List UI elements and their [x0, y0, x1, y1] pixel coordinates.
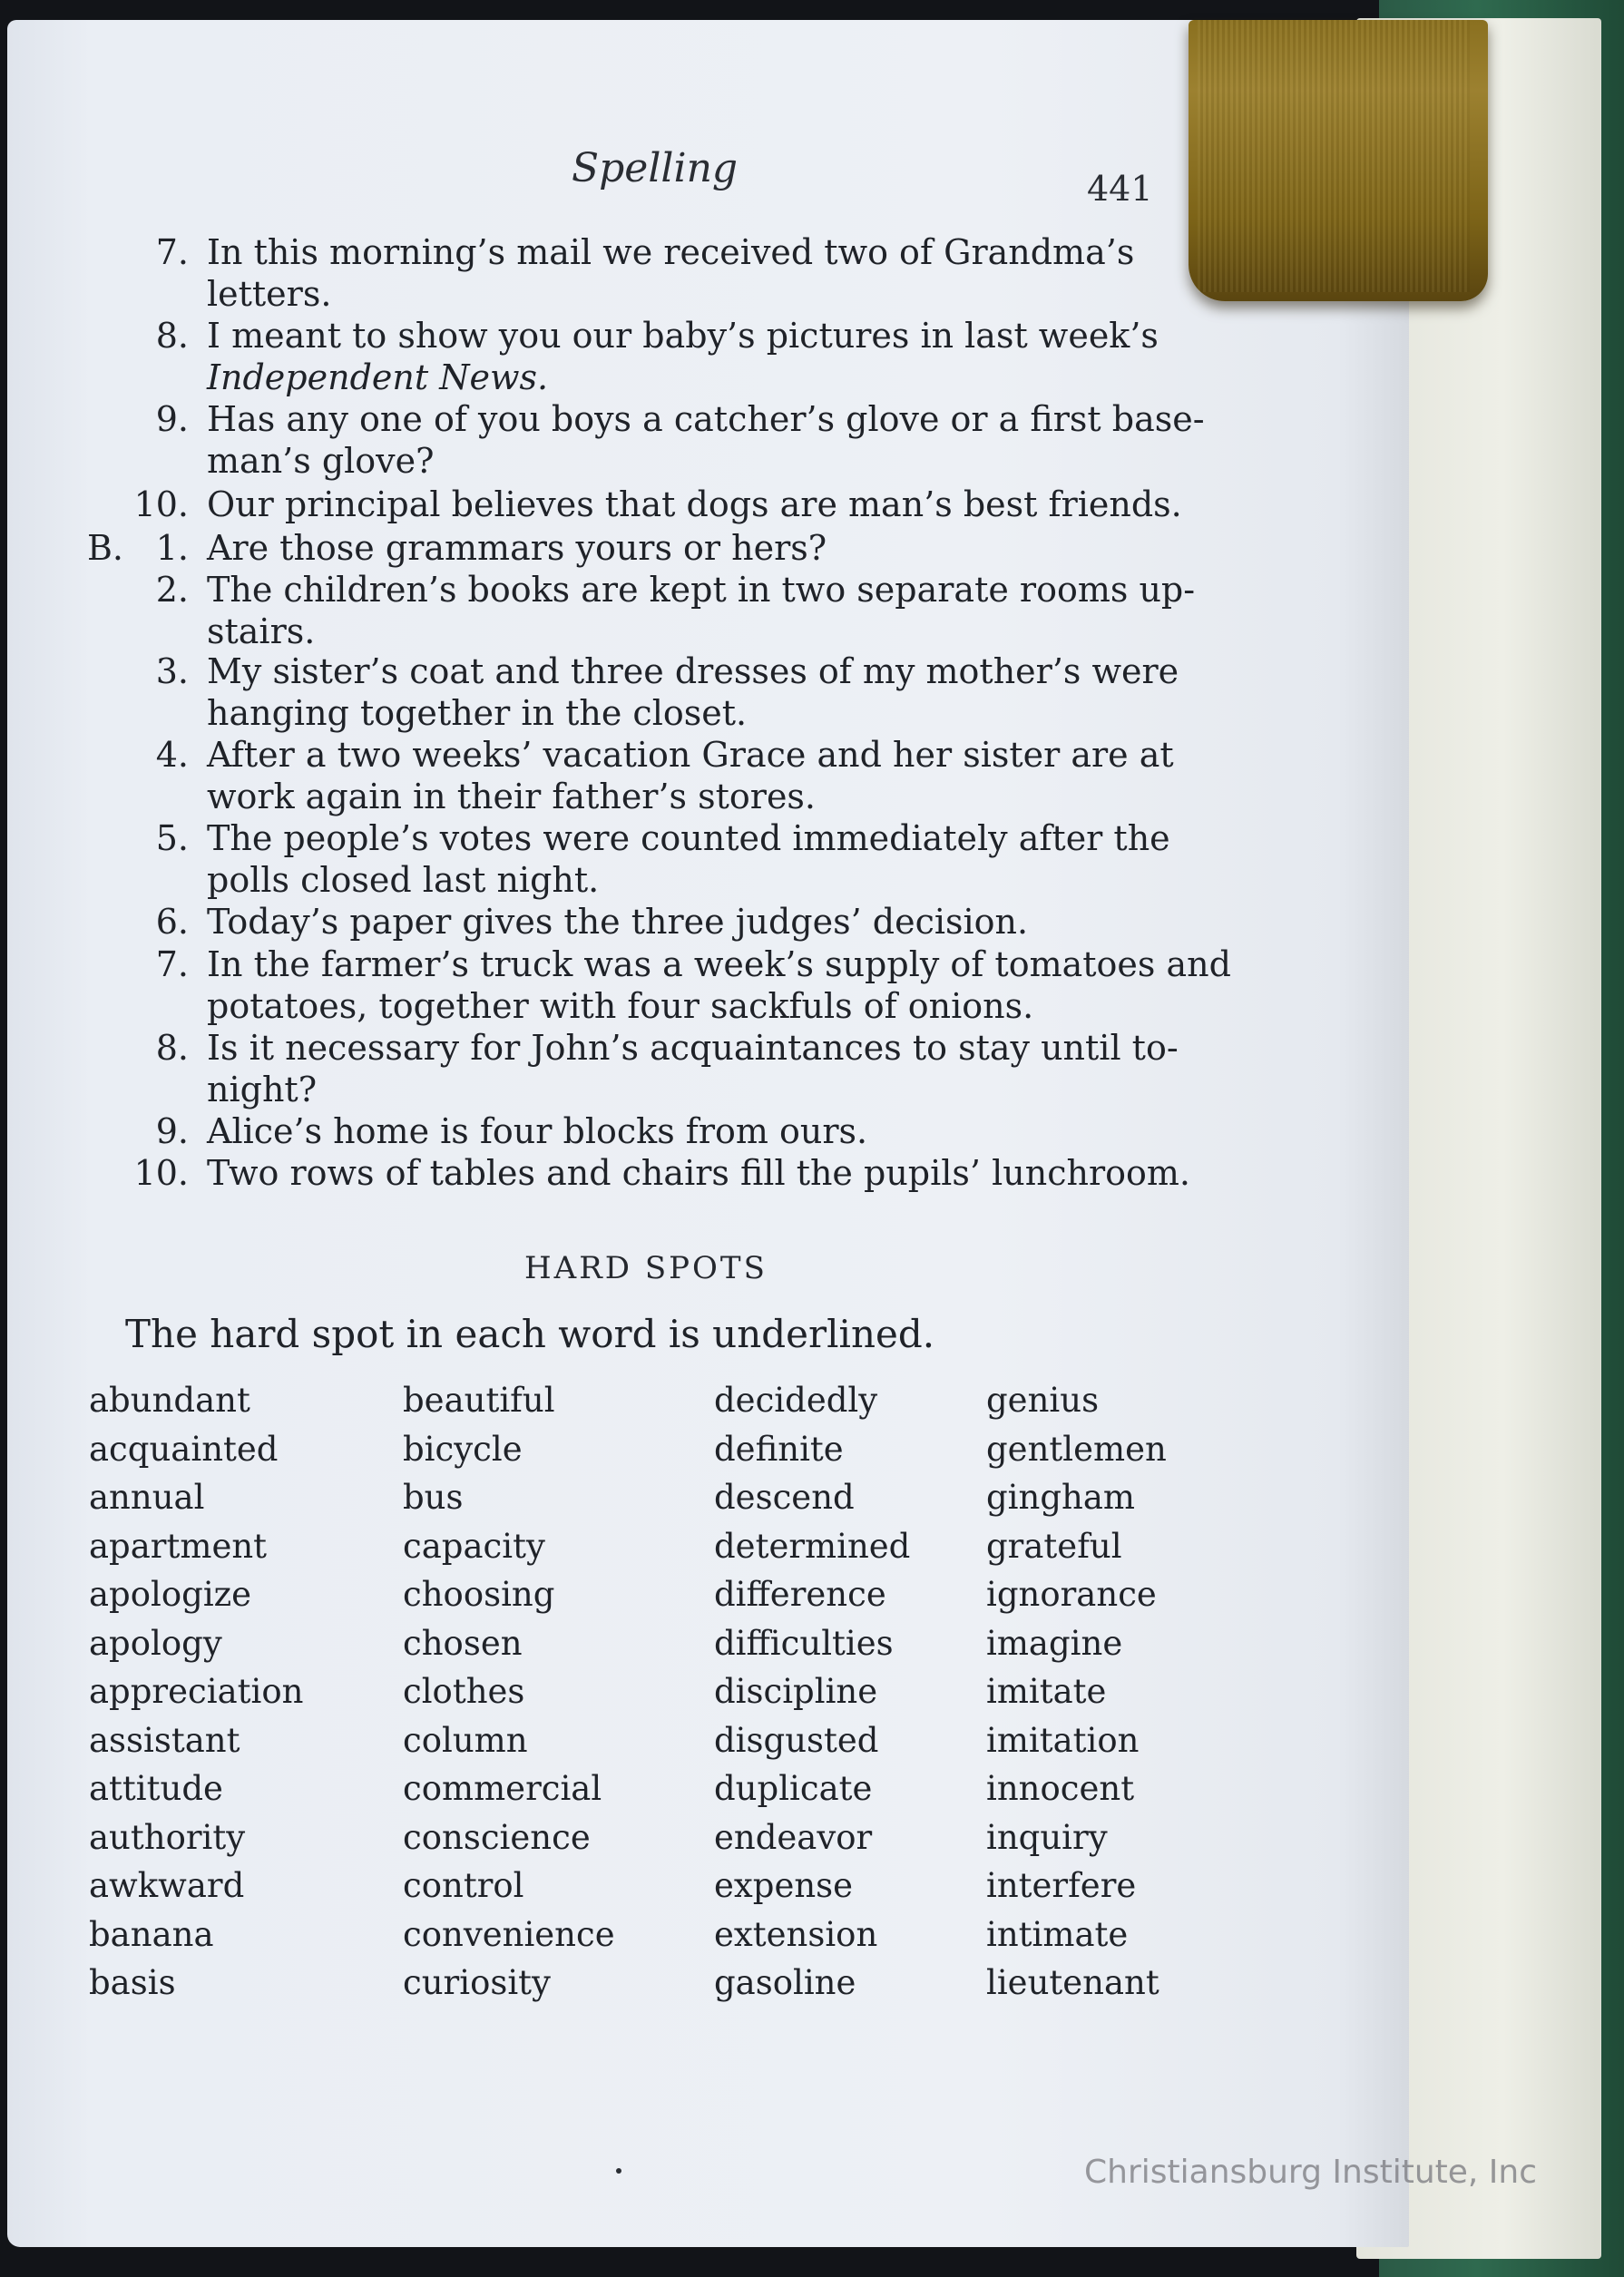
spelling-word: appreciation	[89, 1672, 304, 1711]
exercise-number: 9.	[155, 1111, 189, 1151]
spelling-word: endeavor	[714, 1817, 873, 1857]
page-dot	[616, 2168, 621, 2174]
exercise-number: 5.	[155, 818, 189, 858]
exercise-text-line: My sister’s coat and three dresses of my mother’s were	[207, 651, 1179, 691]
spelling-word: curiosity	[403, 1963, 551, 2002]
spelling-word: annual	[89, 1478, 205, 1517]
exercise-number: 8.	[155, 316, 189, 356]
exercise-text-line: Independent News.	[207, 357, 549, 397]
exercise-text-line: The children’s books are kept in two separate rooms up-	[207, 570, 1196, 610]
spelling-word: duplicate	[714, 1769, 873, 1808]
spelling-word: descend	[714, 1478, 855, 1517]
exercise-text-line: stairs.	[207, 611, 316, 651]
spelling-word: grateful	[986, 1526, 1122, 1566]
spelling-word: authority	[89, 1817, 246, 1857]
spelling-word: imagine	[986, 1623, 1123, 1663]
spelling-word: expense	[714, 1866, 854, 1905]
spelling-word: intimate	[986, 1914, 1129, 1954]
exercise-text-line: I meant to show you our baby’s pictures in last week’s	[207, 316, 1159, 356]
spelling-word: assistant	[89, 1720, 240, 1760]
spelling-word: bus	[403, 1478, 464, 1517]
spelling-word: conscience	[403, 1817, 591, 1857]
watermark: Christiansburg Institute, Inc	[1084, 2154, 1538, 2191]
spelling-word: decidedly	[714, 1381, 878, 1420]
exercise-text-line: The people’s votes were counted immediately after the	[207, 818, 1170, 858]
exercise-text-line: polls closed last night.	[207, 860, 600, 900]
exercise-text-line: work again in their father’s stores.	[207, 777, 817, 816]
spelling-word: difficulties	[714, 1623, 894, 1663]
section-intro: The hard spot in each word is underlined.	[125, 1312, 935, 1356]
spelling-word: apologize	[89, 1575, 252, 1614]
spelling-word: apology	[89, 1623, 222, 1663]
exercise-number: 4.	[155, 735, 189, 775]
exercise-section-label: B.	[87, 528, 124, 568]
exercise-number: 1.	[155, 528, 189, 568]
spelling-word: gentlemen	[986, 1429, 1167, 1469]
exercise-text-line: Is it necessary for John’s acquaintances to stay until to-	[207, 1028, 1179, 1068]
spelling-word: awkward	[89, 1866, 245, 1905]
spelling-word: interfere	[986, 1866, 1137, 1905]
spelling-word: disgusted	[714, 1720, 879, 1760]
spelling-word: bicycle	[403, 1429, 523, 1469]
spelling-word: extension	[714, 1914, 878, 1954]
exercise-text-line: hanging together in the closet.	[207, 693, 748, 733]
exercise-number: 9.	[155, 399, 189, 439]
spelling-word: inquiry	[986, 1817, 1108, 1857]
spelling-word: difference	[714, 1575, 886, 1614]
spelling-word: convenience	[403, 1914, 615, 1954]
spelling-word: apartment	[89, 1526, 268, 1566]
spelling-word: imitation	[986, 1720, 1140, 1760]
spelling-word: discipline	[714, 1672, 878, 1711]
exercise-number: 6.	[155, 902, 189, 942]
spelling-word: column	[403, 1720, 528, 1760]
spelling-word: definite	[714, 1429, 844, 1469]
exercise-text-line: In this morning’s mail we received two of Grandma’s	[207, 232, 1135, 272]
spelling-word: choosing	[403, 1575, 555, 1614]
spelling-word: commercial	[403, 1769, 602, 1808]
spelling-word: innocent	[986, 1769, 1135, 1808]
spelling-word: imitate	[986, 1672, 1107, 1711]
spelling-word: control	[403, 1866, 524, 1905]
spelling-word: acquainted	[89, 1429, 279, 1469]
exercise-number: 7.	[155, 232, 189, 272]
spelling-word: chosen	[403, 1623, 523, 1663]
exercise-text-line: Our principal believes that dogs are man’s best friends.	[207, 484, 1182, 524]
exercise-number: 3.	[155, 651, 189, 691]
exercise-number: 10.	[133, 1153, 189, 1193]
spelling-word: capacity	[403, 1526, 545, 1566]
spelling-word: gingham	[986, 1478, 1136, 1517]
spelling-word: lieutenant	[986, 1963, 1159, 2002]
exercise-number: 8.	[155, 1028, 189, 1068]
exercise-text-line: letters.	[207, 274, 332, 314]
spelling-word: banana	[89, 1914, 214, 1954]
spelling-word: basis	[89, 1963, 176, 2002]
exercise-text-line: night?	[207, 1070, 318, 1109]
exercise-text-line: Has any one of you boys a catcher’s glove or a first base-	[207, 399, 1205, 439]
spelling-word: gasoline	[714, 1963, 856, 2002]
exercise-number: 7.	[155, 944, 189, 984]
exercise-text-line: Are those grammars yours or hers?	[207, 528, 827, 568]
exercise-text-line: potatoes, together with four sackfuls of onions.	[207, 986, 1034, 1026]
exercise-number: 10.	[133, 484, 189, 524]
exercise-number: 2.	[155, 570, 189, 610]
spelling-word: determined	[714, 1526, 911, 1566]
exercise-text-line: Alice’s home is four blocks from ours.	[207, 1111, 868, 1151]
page-number: 441	[1087, 169, 1153, 209]
section-heading: HARD SPOTS	[524, 1250, 768, 1286]
spelling-word: attitude	[89, 1769, 223, 1808]
exercise-text-line: After a two weeks’ vacation Grace and her sister are at	[207, 735, 1174, 775]
exercise-text-line: Two rows of tables and chairs fill the pupils’ lunchroom.	[207, 1153, 1190, 1193]
page-header-title: Spelling	[572, 145, 739, 191]
spelling-word: abundant	[89, 1381, 250, 1420]
spelling-word: clothes	[403, 1672, 525, 1711]
spelling-word: beautiful	[403, 1381, 555, 1420]
exercise-text-line: man’s glove?	[207, 441, 435, 481]
metal-clip	[1189, 20, 1488, 301]
spelling-word: ignorance	[986, 1575, 1157, 1614]
spelling-word: genius	[986, 1381, 1100, 1420]
exercise-text-line: Today’s paper gives the three judges’ decision.	[207, 902, 1029, 942]
exercise-text-line: In the farmer’s truck was a week’s supply of tomatoes and	[207, 944, 1231, 984]
